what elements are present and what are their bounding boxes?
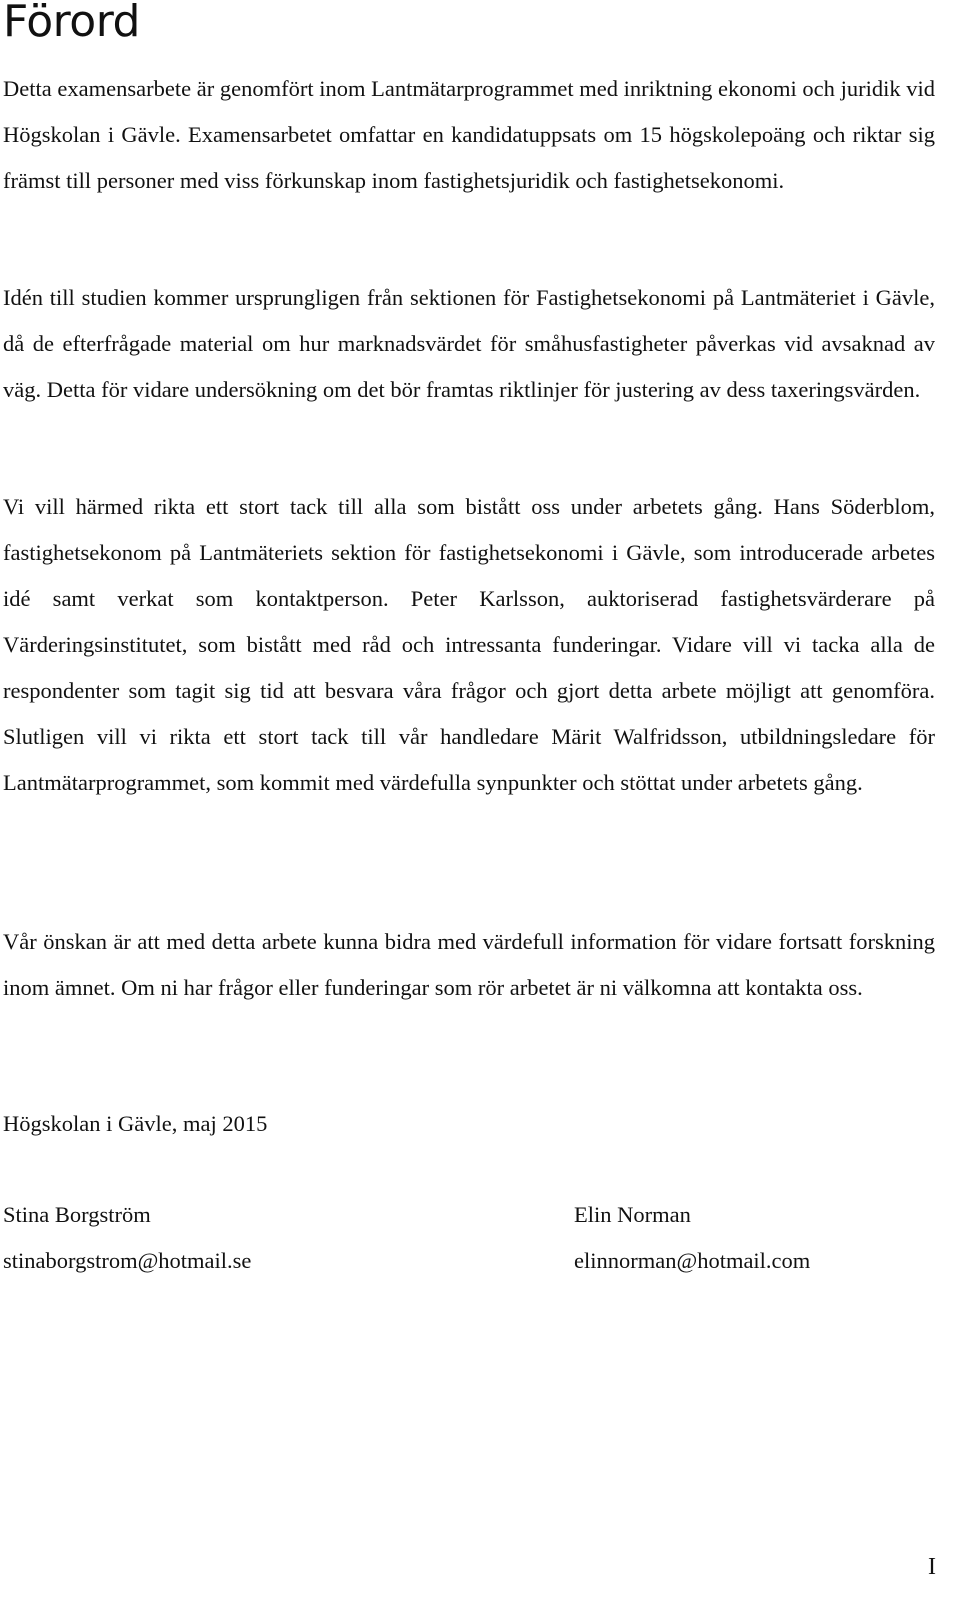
page-number: I (928, 1554, 936, 1580)
place-and-date: Högskolan i Gävle, maj 2015 (3, 1111, 268, 1136)
author-email: stinaborgstrom@hotmail.se (3, 1248, 252, 1273)
paragraph-intro: Detta examensarbete är genomfört inom Lantmätarprogrammet med inriktning ekonomi och juridik vid Högskolan i Gävle. Examensarbetet omfattar en kandidatuppsats om 15 högskolepoäng och riktar sig främst till personer med viss förkunskap inom fastighetsjuridik och fastighetsekonomi. (3, 76, 935, 193)
signature-block-right (574, 1192, 810, 1284)
author-name: Stina Borgström (3, 1202, 151, 1227)
author-email: elinnorman@hotmail.com (574, 1248, 811, 1273)
paragraph-thanks: Vi vill härmed rikta ett stort tack till alla som bistått oss under arbetets gång. Hans Söderblom, fastighetsekonom på Lantmäteriets sektion för fastighetsekonomi i Gävle, som introducerade arbetes idé samt verkat som kontaktperson. Peter Karlsson, auktoriserad fastighetsvärderare på Värderingsinstitutet, som bistått med råd och intressanta funderingar. Vidare vill vi tacka alla de respondenter som tagit sig tid att besvara våra frågor och gjort detta arbete möjligt att genomföra. Slutligen vill vi rikta ett stort tack till vår handledare Märit Walfridsson, utbildningsledare för Lantmätarprogrammet, som kommit med värdefulla synpunkter och stöttat under arbetets gång. (3, 494, 935, 795)
signature-block-left (3, 1192, 251, 1284)
paragraph-idea: Idén till studien kommer ursprungligen från sektionen för Fastighetsekonomi på Lantmäteriet i Gävle, då de efterfrågade material om hur marknadsvärdet för småhusfastigheter påverkas vid avsaknad av väg. Detta för vidare undersökning om det bör framtas riktlinjer för justering av dess taxeringsvärden. (3, 285, 935, 402)
paragraph-wish: Vår önskan är att med detta arbete kunna bidra med värdefull information för vidare fortsatt forskning inom ämnet. Om ni har frågor eller funderingar som rör arbetet är ni välkomna att kontakta oss. (3, 929, 935, 1000)
page-title: Förord (3, 0, 140, 47)
author-name: Elin Norman (574, 1202, 691, 1227)
